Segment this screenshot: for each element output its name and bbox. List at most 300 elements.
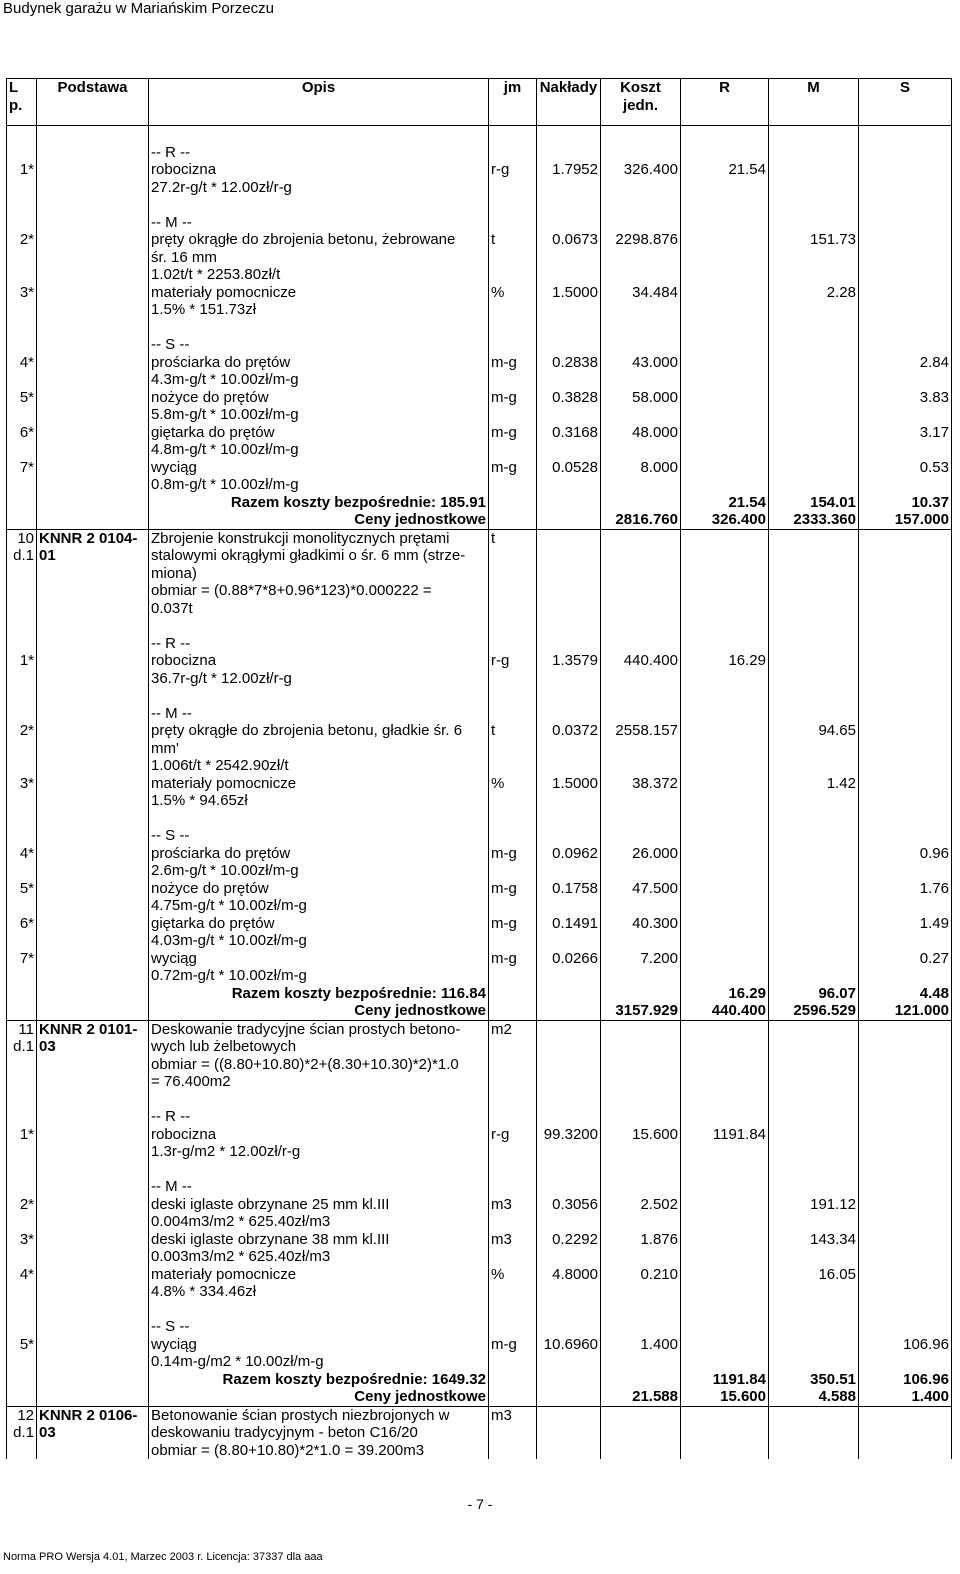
- cell-pod: [37, 284, 149, 302]
- cell-kos: [601, 705, 681, 723]
- cell-lp: 3*: [7, 1231, 37, 1249]
- cell-kos: 15.600: [601, 1126, 681, 1144]
- cell-jm: [489, 249, 537, 267]
- cell-s: [859, 547, 952, 565]
- cell-r: 21.54: [681, 494, 769, 512]
- cell-nak: [537, 1002, 601, 1020]
- cell-pod: [37, 1196, 149, 1214]
- cell-nak: [537, 757, 601, 775]
- cell-pod: [37, 600, 149, 618]
- cell-nak: 1.3579: [537, 652, 601, 670]
- cell-nak: [537, 1020, 601, 1038]
- cell-kos: [601, 476, 681, 494]
- cell-r: [681, 336, 769, 354]
- cell-kos: [601, 757, 681, 775]
- table-row: [7, 529, 952, 547]
- cell-kos: [601, 196, 681, 214]
- cell-s: [859, 617, 952, 635]
- cell-nak: 0.1758: [537, 880, 601, 898]
- cell-m: 4.588: [769, 1388, 859, 1406]
- cell-r: [681, 529, 769, 547]
- cell-m: [769, 529, 859, 547]
- cell-lp: [7, 1073, 37, 1091]
- cell-opis: stalowymi okrągłymi gładkimi o śr. 6 mm (strze-: [149, 547, 489, 565]
- cell-s: [859, 1318, 952, 1336]
- cell-lp: [7, 635, 37, 653]
- cell-nak: [537, 1283, 601, 1301]
- cell-jm: [489, 494, 537, 512]
- cell-r: [681, 582, 769, 600]
- cell-r: [681, 354, 769, 372]
- cell-s: [859, 1424, 952, 1442]
- table-row: [7, 1231, 952, 1249]
- cell-nak: 0.0266: [537, 950, 601, 968]
- footer-license: Norma PRO Wersja 4.01, Marzec 2003 r. Licencja: 37337 dla aaa: [3, 1551, 323, 1563]
- cell-s: [859, 301, 952, 319]
- table-row: [7, 600, 952, 618]
- cell-jm: [489, 214, 537, 232]
- cell-kos: [601, 266, 681, 284]
- cell-lp: [7, 1056, 37, 1074]
- cell-s: [859, 1213, 952, 1231]
- table-row: [7, 336, 952, 354]
- table-row: [7, 1336, 952, 1354]
- page-number: - 7 -: [467, 1496, 493, 1512]
- cell-nak: [537, 196, 601, 214]
- cell-lp: [7, 1318, 37, 1336]
- cell-kos: [601, 371, 681, 389]
- cell-jm: m2: [489, 1020, 537, 1038]
- cell-lp: [7, 810, 37, 828]
- cell-lp: [7, 670, 37, 688]
- cell-lp: 1*: [7, 1126, 37, 1144]
- cell-m: [769, 1161, 859, 1179]
- cell-pod: [37, 1301, 149, 1319]
- table-row: [7, 792, 952, 810]
- cell-s: [859, 214, 952, 232]
- cell-m: [769, 1020, 859, 1038]
- cell-r: [681, 670, 769, 688]
- cell-jm: m-g: [489, 459, 537, 477]
- cell-r: [681, 1056, 769, 1074]
- summary-row: [7, 1371, 952, 1389]
- cell-s: 3.83: [859, 389, 952, 407]
- cell-m: [769, 565, 859, 583]
- cell-jm: [489, 301, 537, 319]
- cell-nak: [537, 1301, 601, 1319]
- cell-m: [769, 652, 859, 670]
- cell-m: [769, 1056, 859, 1074]
- cell-lp: 5*: [7, 880, 37, 898]
- cell-pod: [37, 932, 149, 950]
- cell-m: [769, 1283, 859, 1301]
- cell-pod: [37, 740, 149, 758]
- cell-opis: wych lub żelbetowych: [149, 1038, 489, 1056]
- cell-opis: Zbrojenie konstrukcji monolitycznych prętami: [149, 529, 489, 547]
- cell-nak: [537, 529, 601, 547]
- cell-r: [681, 1143, 769, 1161]
- cell-r: [681, 214, 769, 232]
- cell-s: [859, 529, 952, 547]
- cell-s: 106.96: [859, 1336, 952, 1354]
- cell-kos: [601, 897, 681, 915]
- cell-nak: 0.1491: [537, 915, 601, 933]
- table-row: [7, 1318, 952, 1336]
- cell-s: [859, 565, 952, 583]
- cell-pod: [37, 582, 149, 600]
- cell-m: [769, 126, 859, 144]
- table-row: [7, 1073, 952, 1091]
- cell-s: [859, 1126, 952, 1144]
- cell-nak: [537, 319, 601, 337]
- cell-pod: KNNR 2 0104-: [37, 529, 149, 547]
- cell-s: [859, 810, 952, 828]
- cell-lp: [7, 792, 37, 810]
- table-header: [7, 79, 952, 126]
- summary-row: [7, 494, 952, 512]
- cell-r: [681, 950, 769, 968]
- cell-nak: 10.6960: [537, 1336, 601, 1354]
- cell-nak: 0.0528: [537, 459, 601, 477]
- cell-jm: [489, 967, 537, 985]
- cell-pod: [37, 406, 149, 424]
- cell-jm: [489, 600, 537, 618]
- cell-lp: 11: [7, 1020, 37, 1038]
- col-koszt: [601, 79, 681, 126]
- cell-s: [859, 441, 952, 459]
- cell-m: 2596.529: [769, 1002, 859, 1020]
- cell-jm: [489, 547, 537, 565]
- table-row: [7, 284, 952, 302]
- spacer-row: [7, 1161, 952, 1179]
- cell-kos: 38.372: [601, 775, 681, 793]
- cell-jm: [489, 441, 537, 459]
- cell-jm: [489, 1143, 537, 1161]
- cell-r: [681, 932, 769, 950]
- cell-m: [769, 196, 859, 214]
- cell-r: 15.600: [681, 1388, 769, 1406]
- cell-opis: [149, 1301, 489, 1319]
- cell-s: [859, 1161, 952, 1179]
- cell-nak: [537, 1161, 601, 1179]
- cell-pod: KNNR 2 0106-: [37, 1406, 149, 1424]
- cell-r: [681, 740, 769, 758]
- table-row: [7, 144, 952, 162]
- table-row: [7, 547, 952, 565]
- cell-s: [859, 406, 952, 424]
- cell-jm: [489, 565, 537, 583]
- cell-pod: [37, 1248, 149, 1266]
- cell-s: [859, 862, 952, 880]
- cell-s: 1.49: [859, 915, 952, 933]
- cell-opis: Ceny jednostkowe: [149, 1002, 489, 1020]
- cell-lp: [7, 196, 37, 214]
- cell-kos: [601, 179, 681, 197]
- cell-kos: 8.000: [601, 459, 681, 477]
- cell-nak: [537, 827, 601, 845]
- col-lp: [7, 79, 37, 126]
- cell-lp: [7, 1442, 37, 1460]
- cell-kos: [601, 214, 681, 232]
- cell-lp: [7, 967, 37, 985]
- col-jm: jm: [489, 79, 537, 126]
- cell-opis: 1.5% * 151.73zł: [149, 301, 489, 319]
- cell-nak: [537, 511, 601, 529]
- table-row: [7, 862, 952, 880]
- cell-s: [859, 319, 952, 337]
- cell-pod: [37, 179, 149, 197]
- cell-m: [769, 670, 859, 688]
- cell-nak: [537, 582, 601, 600]
- cell-jm: [489, 371, 537, 389]
- cell-nak: 1.5000: [537, 775, 601, 793]
- cell-opis: [149, 617, 489, 635]
- cell-pod: [37, 775, 149, 793]
- cell-kos: [601, 1108, 681, 1126]
- cell-jm: %: [489, 775, 537, 793]
- cell-pod: [37, 1126, 149, 1144]
- cell-s: [859, 1108, 952, 1126]
- cell-pod: KNNR 2 0101-: [37, 1020, 149, 1038]
- cell-m: [769, 1301, 859, 1319]
- cell-opis: nożyce do prętów: [149, 880, 489, 898]
- summary-row: [7, 511, 952, 529]
- cell-jm: [489, 1161, 537, 1179]
- cell-r: [681, 967, 769, 985]
- cell-pod: [37, 950, 149, 968]
- table-row: [7, 722, 952, 740]
- cell-m: 1.42: [769, 775, 859, 793]
- cell-nak: [537, 476, 601, 494]
- cell-nak: [537, 547, 601, 565]
- cell-s: [859, 1196, 952, 1214]
- cell-lp: [7, 179, 37, 197]
- cell-pod: [37, 476, 149, 494]
- table-row: [7, 775, 952, 793]
- cell-nak: [537, 214, 601, 232]
- cell-r: [681, 301, 769, 319]
- cell-m: 350.51: [769, 1371, 859, 1389]
- cell-opis: giętarka do prętów: [149, 915, 489, 933]
- cell-jm: [489, 897, 537, 915]
- cell-pod: [37, 1388, 149, 1406]
- cell-m: [769, 144, 859, 162]
- table-row: [7, 897, 952, 915]
- cell-kos: [601, 740, 681, 758]
- cell-m: [769, 406, 859, 424]
- cell-nak: [537, 985, 601, 1003]
- cell-jm: m-g: [489, 1336, 537, 1354]
- cell-m: [769, 600, 859, 618]
- table-row: [7, 249, 952, 267]
- cell-lp: [7, 862, 37, 880]
- cell-kos: [601, 967, 681, 985]
- cell-pod: [37, 424, 149, 442]
- cell-lp: [7, 126, 37, 144]
- cell-nak: [537, 144, 601, 162]
- cell-r: [681, 687, 769, 705]
- cell-jm: m-g: [489, 845, 537, 863]
- cell-kos: [601, 985, 681, 1003]
- cell-s: [859, 705, 952, 723]
- cell-opis: 1.5% * 94.65zł: [149, 792, 489, 810]
- cell-jm: [489, 740, 537, 758]
- cell-nak: [537, 810, 601, 828]
- cell-m: [769, 617, 859, 635]
- cell-s: [859, 722, 952, 740]
- cell-m: [769, 1091, 859, 1109]
- cell-pod: [37, 1143, 149, 1161]
- cell-opis: -- M --: [149, 705, 489, 723]
- cell-m: [769, 179, 859, 197]
- cell-r: 1191.84: [681, 1126, 769, 1144]
- cell-jm: %: [489, 284, 537, 302]
- table-row: [7, 1056, 952, 1074]
- cell-lp: 6*: [7, 915, 37, 933]
- cell-pod: [37, 757, 149, 775]
- cell-r: [681, 1178, 769, 1196]
- cell-r: [681, 1038, 769, 1056]
- cell-kos: [601, 126, 681, 144]
- cell-kos: [601, 810, 681, 828]
- cell-jm: [489, 1073, 537, 1091]
- cell-opis: 0.8m-g/t * 10.00zł/m-g: [149, 476, 489, 494]
- cell-jm: [489, 319, 537, 337]
- cell-nak: [537, 301, 601, 319]
- summary-row: [7, 985, 952, 1003]
- cell-jm: [489, 635, 537, 653]
- cell-pod: [37, 862, 149, 880]
- cell-s: 4.48: [859, 985, 952, 1003]
- table-row: [7, 459, 952, 477]
- cell-kos: [601, 1424, 681, 1442]
- cell-lp: [7, 494, 37, 512]
- cell-r: [681, 862, 769, 880]
- cell-pod: [37, 810, 149, 828]
- cell-s: [859, 582, 952, 600]
- cell-s: [859, 1178, 952, 1196]
- cell-opis: [149, 196, 489, 214]
- cell-kos: 21.588: [601, 1388, 681, 1406]
- cell-nak: [537, 967, 601, 985]
- cell-opis: Razem koszty bezpośrednie: 116.84: [149, 985, 489, 1003]
- cell-r: [681, 565, 769, 583]
- cell-pod: [37, 214, 149, 232]
- cell-m: [769, 161, 859, 179]
- cell-pod: [37, 652, 149, 670]
- cell-lp: 2*: [7, 1196, 37, 1214]
- cell-s: [859, 687, 952, 705]
- cell-s: [859, 600, 952, 618]
- cell-kos: [601, 1091, 681, 1109]
- cell-pod: [37, 687, 149, 705]
- cell-nak: 1.7952: [537, 161, 601, 179]
- cell-jm: [489, 1442, 537, 1460]
- cell-jm: m-g: [489, 880, 537, 898]
- cell-r: [681, 1108, 769, 1126]
- table-row: [7, 635, 952, 653]
- cell-pod: [37, 441, 149, 459]
- cell-m: [769, 547, 859, 565]
- cell-m: [769, 845, 859, 863]
- cell-opis: 4.8% * 334.46zł: [149, 1283, 489, 1301]
- cell-r: [681, 1406, 769, 1424]
- cell-kos: [601, 1353, 681, 1371]
- cell-r: [681, 1020, 769, 1038]
- cell-r: [681, 547, 769, 565]
- cell-m: [769, 810, 859, 828]
- cell-lp: [7, 371, 37, 389]
- cell-r: [681, 249, 769, 267]
- cell-opis: -- R --: [149, 1108, 489, 1126]
- cell-opis: 4.75m-g/t * 10.00zł/m-g: [149, 897, 489, 915]
- cell-r: [681, 266, 769, 284]
- cell-jm: [489, 1108, 537, 1126]
- cell-s: [859, 1020, 952, 1038]
- cell-nak: [537, 1073, 601, 1091]
- table-row: [7, 406, 952, 424]
- cell-lp: 2*: [7, 231, 37, 249]
- cell-r: [681, 810, 769, 828]
- cell-r: [681, 1213, 769, 1231]
- cell-r: [681, 196, 769, 214]
- cell-opis: mm': [149, 740, 489, 758]
- cell-nak: [537, 126, 601, 144]
- cost-estimate-table: [6, 78, 952, 1459]
- cell-pod: [37, 301, 149, 319]
- cell-pod: [37, 1073, 149, 1091]
- cell-pod: [37, 792, 149, 810]
- cell-r: [681, 880, 769, 898]
- cell-r: [681, 1424, 769, 1442]
- cell-opis: 1.02t/t * 2253.80zł/t: [149, 266, 489, 284]
- cell-lp: 7*: [7, 459, 37, 477]
- cell-lp: d.1: [7, 547, 37, 565]
- cell-jm: m3: [489, 1196, 537, 1214]
- cell-pod: [37, 161, 149, 179]
- table-row: [7, 1143, 952, 1161]
- cell-kos: [601, 827, 681, 845]
- cell-kos: 440.400: [601, 652, 681, 670]
- cell-pod: 01: [37, 547, 149, 565]
- cell-jm: [489, 1301, 537, 1319]
- cell-nak: 4.8000: [537, 1266, 601, 1284]
- cell-lp: d.1: [7, 1038, 37, 1056]
- cell-jm: %: [489, 1266, 537, 1284]
- cell-pod: [37, 915, 149, 933]
- cell-kos: [601, 1020, 681, 1038]
- cell-m: [769, 1038, 859, 1056]
- cell-s: [859, 670, 952, 688]
- cell-r: [681, 705, 769, 723]
- cell-kos: [601, 582, 681, 600]
- cell-opis: obmiar = (0.88*7*8+0.96*123)*0.000222 =: [149, 582, 489, 600]
- cell-s: 106.96: [859, 1371, 952, 1389]
- cell-r: [681, 231, 769, 249]
- cell-r: [681, 827, 769, 845]
- cell-jm: m-g: [489, 950, 537, 968]
- cell-s: 2.84: [859, 354, 952, 372]
- cell-m: 154.01: [769, 494, 859, 512]
- cell-pod: [37, 1283, 149, 1301]
- cell-lp: [7, 1108, 37, 1126]
- cell-opis: pręty okrągłe do zbrojenia betonu, żebrowane: [149, 231, 489, 249]
- cell-r: [681, 144, 769, 162]
- cell-nak: [537, 266, 601, 284]
- cell-m: 96.07: [769, 985, 859, 1003]
- cell-lp: [7, 1178, 37, 1196]
- cell-opis: 36.7r-g/t * 12.00zł/r-g: [149, 670, 489, 688]
